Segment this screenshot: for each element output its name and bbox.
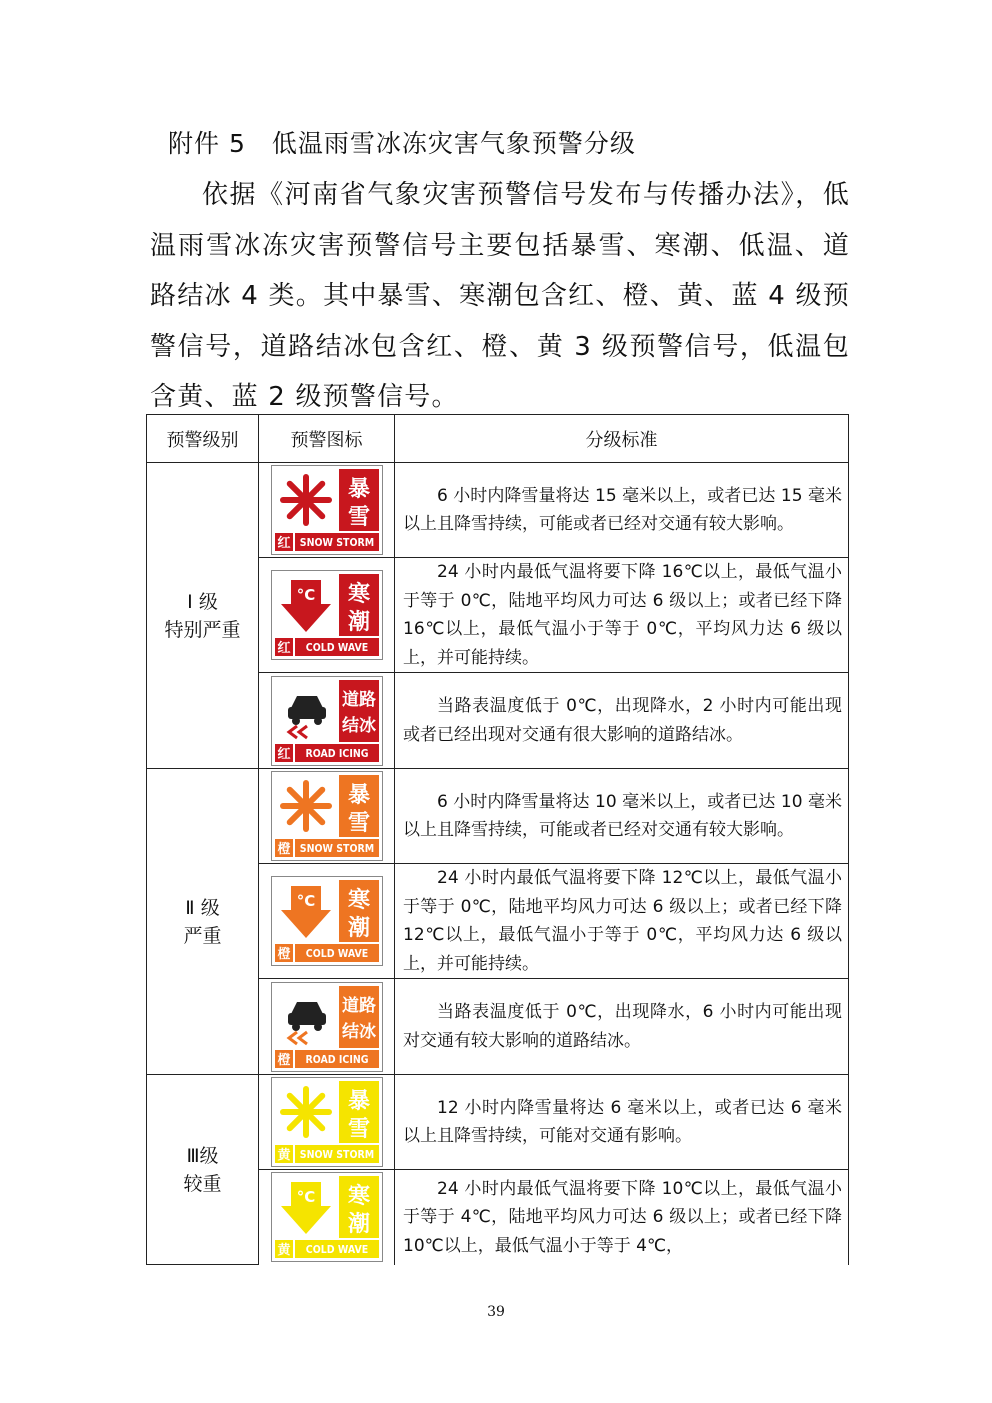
icon-cell bbox=[259, 864, 395, 979]
intro-text: 依据《河南省气象灾害预警信号发布与传播办法》，低温雨雪冰冻灾害预警信号主要包括暴雪、寒潮、低温、道路结冰 4 类。其中暴雪、寒潮包含红、橙、黄、蓝 4 级预警信号，道路结冰包含红、橙、黄 3 级预警信号，低温包含黄、蓝 2 级预警信号。 bbox=[150, 180, 850, 412]
icon-cell bbox=[259, 463, 395, 558]
header-criteria: 分级标准 bbox=[395, 415, 849, 463]
badge-name-char: 寒 bbox=[347, 1184, 370, 1210]
snow-storm-red-icon bbox=[271, 465, 383, 555]
badge-level-char: 橙 bbox=[276, 842, 291, 857]
criteria-cell bbox=[395, 1170, 849, 1265]
criteria-cell bbox=[395, 673, 849, 769]
criteria-cell bbox=[395, 558, 849, 673]
badge-english-label: COLD WAVE bbox=[305, 1244, 368, 1257]
badge-name-char: 寒 bbox=[347, 888, 370, 913]
page-number: 39 bbox=[487, 1304, 505, 1320]
badge-english-label: COLD WAVE bbox=[305, 642, 368, 654]
table-row bbox=[147, 463, 849, 558]
cold-wave-yellow-icon bbox=[271, 1172, 383, 1262]
snowflake-symbol bbox=[283, 783, 329, 829]
criteria-text: 当路表温度低于 0℃，出现降水，2 小时内可能出现或者已经出现对交通有很大影响的道路结冰。 bbox=[403, 696, 842, 745]
criteria-text: 12 小时内降雪量将达 6 毫米以上，或者已达 6 毫米以上且降雪持续，可能对交通有影响。 bbox=[403, 1097, 842, 1146]
icon-cell bbox=[259, 769, 395, 864]
icon-cell bbox=[259, 1170, 395, 1265]
snow-storm-yellow-icon bbox=[271, 1077, 383, 1167]
criteria-cell bbox=[395, 1075, 849, 1170]
criteria-cell bbox=[395, 463, 849, 558]
table-row bbox=[147, 1075, 849, 1170]
badge-level-char: 黄 bbox=[276, 1243, 291, 1259]
badge-name-char: 雪 bbox=[347, 811, 370, 836]
level-severity: 特别严重 bbox=[164, 618, 241, 641]
road-icing-red-icon bbox=[271, 676, 383, 766]
level-severity: 较重 bbox=[183, 1172, 222, 1195]
badge-name-char: 寒 bbox=[347, 582, 370, 607]
badge-english-label: ROAD ICING bbox=[304, 1053, 369, 1066]
intro-paragraph bbox=[150, 170, 850, 423]
badge-name-char: 结冰 bbox=[341, 715, 376, 736]
celsius-label: °C bbox=[296, 586, 315, 604]
criteria-text: 24 小时内最低气温将要下降 10℃以上，最低气温小于等于 4℃，陆地平均风力可达 6 级以上；或者已经下降 10℃以上，最低气温小于等于 4℃， bbox=[403, 1178, 842, 1256]
badge-english-label: SNOW STORM bbox=[299, 1149, 374, 1161]
snowflake-symbol bbox=[283, 477, 329, 523]
badge-name-char: 暴 bbox=[347, 477, 370, 502]
level-cell bbox=[147, 463, 259, 769]
badge-level-char: 橙 bbox=[276, 947, 291, 962]
badge-name-char: 暴 bbox=[347, 783, 370, 808]
criteria-cell bbox=[395, 979, 849, 1075]
badge-name-char: 潮 bbox=[347, 610, 370, 635]
celsius-label: °C bbox=[296, 1188, 315, 1207]
criteria-text: 6 小时内降雪量将达 10 毫米以上，或者已达 10 毫米以上且降雪持续，可能或者已经对交通有较大影响。 bbox=[403, 791, 842, 840]
level-grade: Ⅰ 级 bbox=[187, 590, 218, 613]
badge-english-label: COLD WAVE bbox=[305, 948, 368, 960]
badge-level-char: 黄 bbox=[276, 1148, 291, 1163]
criteria-cell bbox=[395, 864, 849, 979]
badge-english-label: SNOW STORM bbox=[299, 843, 374, 855]
badge-name-char: 潮 bbox=[347, 1212, 370, 1238]
level-severity: 严重 bbox=[183, 924, 222, 947]
table-header-row bbox=[147, 415, 849, 463]
badge-name-char: 道路 bbox=[341, 995, 376, 1016]
badge-level-char: 红 bbox=[276, 641, 291, 656]
road-icing-orange-icon bbox=[271, 982, 383, 1072]
badge-name-char: 雪 bbox=[347, 1117, 370, 1142]
table-row bbox=[147, 769, 849, 864]
snow-storm-orange-icon bbox=[271, 771, 383, 861]
badge-level-char: 红 bbox=[276, 746, 291, 762]
snowflake-symbol bbox=[283, 1089, 329, 1135]
criteria-text: 24 小时内最低气温将要下降 16℃以上，最低气温小于等于 0℃，陆地平均风力可达 6 级以上；或者已经下降 16℃以上，最低气温小于等于 0℃，平均风力达 6 级以上，并可能持续。 bbox=[403, 562, 842, 668]
icon-cell bbox=[259, 1075, 395, 1170]
warning-grade-table bbox=[146, 414, 849, 1265]
celsius-label: °C bbox=[296, 892, 315, 910]
criteria-text: 当路表温度低于 0℃，出现降水，6 小时内可能出现对交通有较大影响的道路结冰。 bbox=[403, 1002, 842, 1051]
level-grade: Ⅲ级 bbox=[186, 1144, 219, 1167]
badge-name-char: 潮 bbox=[347, 916, 370, 941]
criteria-cell bbox=[395, 769, 849, 864]
criteria-text: 6 小时内降雪量将达 15 毫米以上，或者已达 15 毫米以上且降雪持续，可能或者已经对交通有较大影响。 bbox=[403, 485, 842, 534]
badge-level-char: 红 bbox=[276, 536, 291, 551]
badge-name-char: 道路 bbox=[341, 689, 376, 710]
header-level: 预警级别 bbox=[147, 415, 259, 463]
badge-name-char: 暴 bbox=[347, 1089, 370, 1114]
cold-wave-red-icon bbox=[271, 570, 383, 660]
level-cell bbox=[147, 1075, 259, 1265]
icon-cell bbox=[259, 673, 395, 769]
cold-wave-orange-icon bbox=[271, 876, 383, 966]
badge-name-char: 结冰 bbox=[341, 1021, 376, 1042]
annex-title: 低温雨雪冰冻灾害气象预警分级 bbox=[271, 129, 636, 158]
header-icon: 预警图标 bbox=[259, 415, 395, 463]
annex-number: 附件 5 bbox=[168, 129, 246, 158]
level-grade: Ⅱ 级 bbox=[185, 896, 220, 919]
page-title bbox=[168, 124, 636, 160]
criteria-text: 24 小时内最低气温将要下降 12℃以上，最低气温小于等于 0℃，陆地平均风力可达 6 级以上；或者已经下降 12℃以上，最低气温小于等于 0℃，平均风力达 6 级以上，并可能持续。 bbox=[403, 868, 842, 974]
badge-english-label: SNOW STORM bbox=[299, 537, 374, 549]
level-cell bbox=[147, 769, 259, 1075]
icon-cell bbox=[259, 558, 395, 673]
badge-level-char: 橙 bbox=[276, 1052, 291, 1068]
icon-cell bbox=[259, 979, 395, 1075]
badge-english-label: ROAD ICING bbox=[304, 747, 369, 760]
badge-name-char: 雪 bbox=[347, 505, 370, 530]
